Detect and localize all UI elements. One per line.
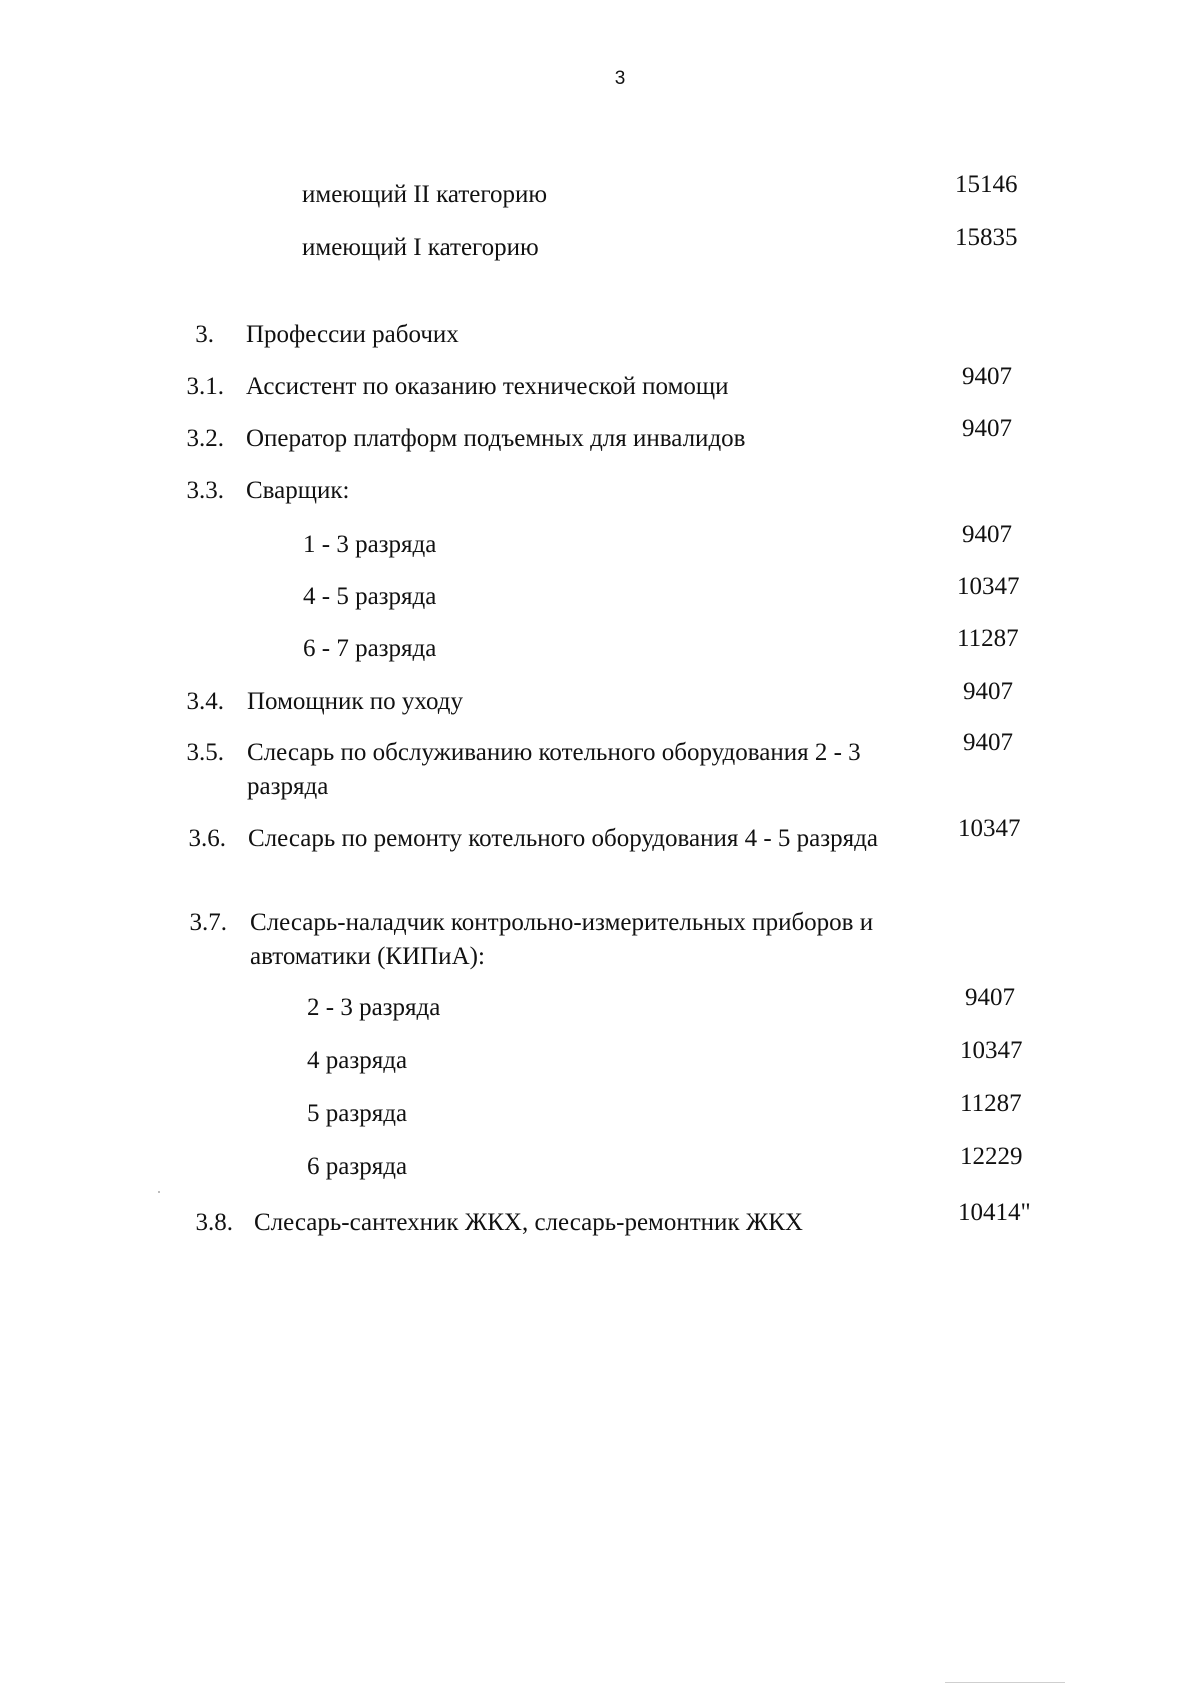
row-number: 3.1.	[186, 373, 224, 400]
row-value: 9407	[963, 729, 1013, 756]
row-label: 4 разряда	[307, 1047, 408, 1074]
page-number: 3	[614, 68, 626, 89]
row-label: Профессии рабочих	[246, 321, 459, 348]
row-value: 9407	[962, 363, 1012, 390]
row-label: Оператор платформ подъемных для инвалидов	[246, 425, 746, 452]
row-number: 3.5.	[186, 739, 224, 766]
row-number: 3.7.	[189, 909, 227, 936]
row-number: 3.2.	[186, 425, 224, 452]
row-number: 3.6.	[188, 825, 226, 852]
row-label: 6 разряда	[307, 1153, 408, 1180]
row-label: Ассистент по оказанию технической помощи	[246, 373, 729, 400]
row-label: 4 - 5 разряда	[303, 583, 437, 610]
row-number: 3.3.	[186, 477, 224, 504]
row-label: 2 - 3 разряда	[307, 994, 441, 1021]
row-value: 15146	[955, 171, 1018, 198]
row-label: Слесарь-сантехник ЖКХ, слесарь-ремонтник ЖКХ	[254, 1209, 803, 1236]
row-label: Помощник по уходу	[247, 688, 463, 715]
row-label: имеющий I категорию	[302, 234, 539, 261]
row-value: 15835	[955, 224, 1018, 251]
row-number: 3.	[195, 321, 214, 348]
row-label: имеющий II категорию	[302, 181, 548, 208]
row-label: 6 - 7 разряда	[303, 635, 437, 662]
row-value: 9407	[965, 984, 1015, 1011]
row-label: Сварщик:	[246, 477, 350, 504]
row-label: 5 разряда	[307, 1100, 408, 1127]
row-label: Слесарь по ремонту котельного оборудования 4 - 5 разряда	[248, 825, 878, 852]
row-value: 10414"	[958, 1199, 1031, 1226]
row-value: 10347	[957, 573, 1020, 600]
row-label: 1 - 3 разряда	[303, 531, 437, 558]
row-value: 9407	[962, 415, 1012, 442]
row-number: 3.8.	[195, 1209, 233, 1236]
row-value: 9407	[962, 521, 1012, 548]
scan-speck	[158, 1191, 160, 1193]
row-number: 3.4.	[186, 688, 224, 715]
row-value: 10347	[960, 1037, 1023, 1064]
footer-rule	[945, 1682, 1065, 1683]
row-value: 10347	[958, 815, 1021, 842]
row-value: 9407	[963, 678, 1013, 705]
row-label: Слесарь по обслуживанию котельного оборудования 2 - 3 разряда	[247, 739, 861, 800]
row-label: Слесарь-наладчик контрольно-измерительных приборов и автоматики (КИПиА):	[250, 909, 874, 970]
row-value: 11287	[957, 625, 1019, 652]
row-value: 12229	[960, 1143, 1023, 1170]
row-value: 11287	[960, 1090, 1022, 1117]
